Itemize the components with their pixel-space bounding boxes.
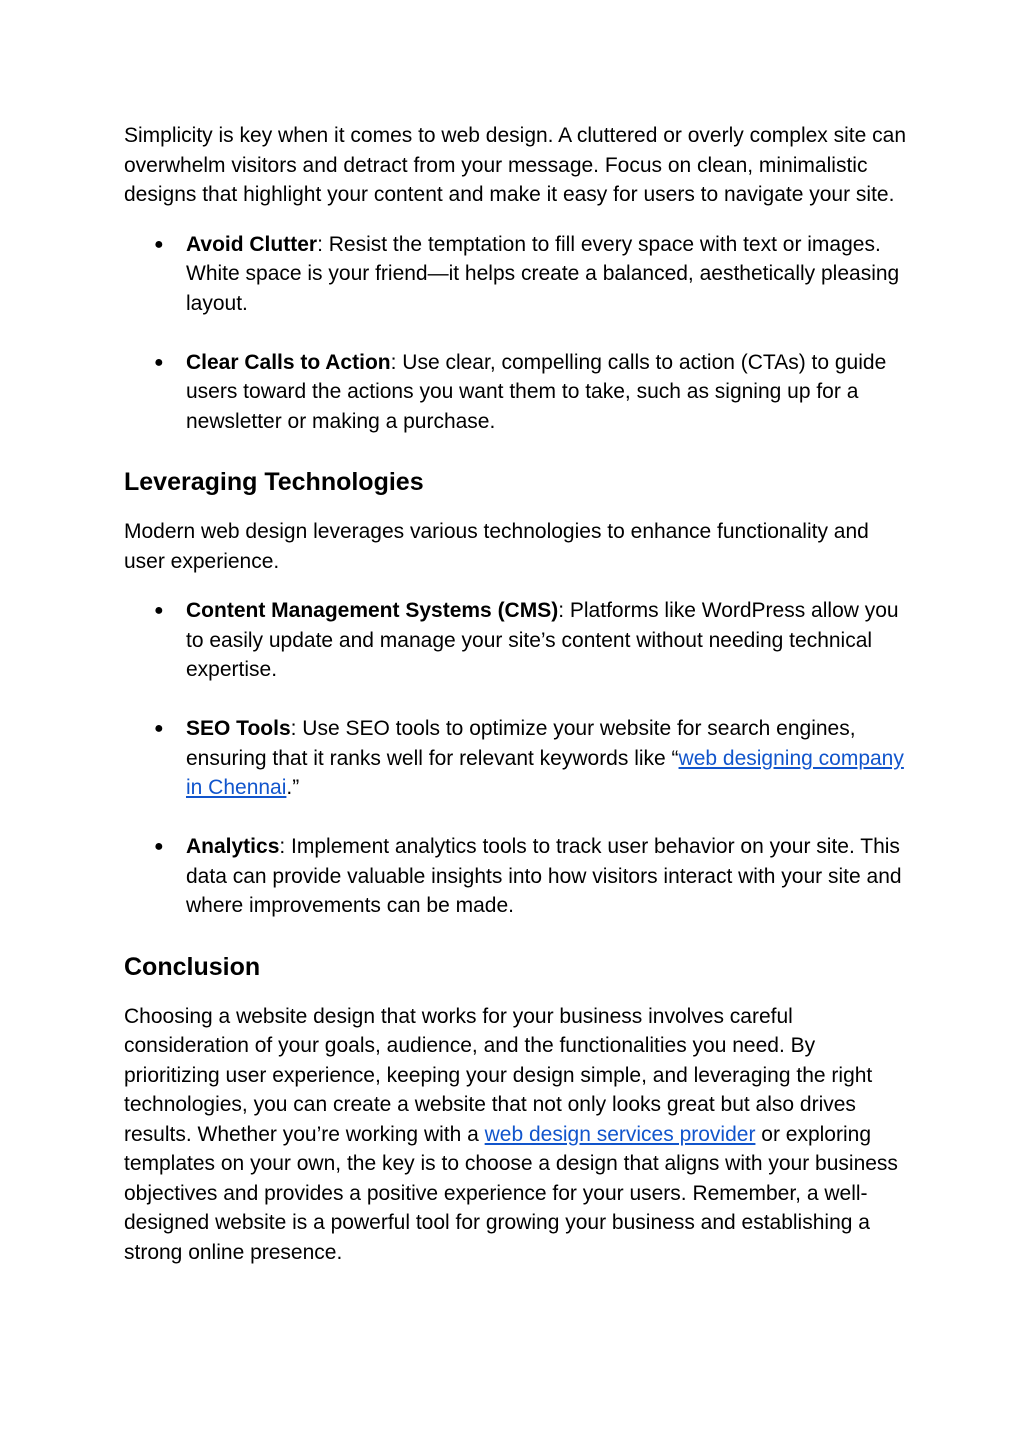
- heading-conclusion: Conclusion: [124, 952, 261, 981]
- link-web-designing-company-chennai[interactable]: web designing company in Chennai: [186, 746, 904, 799]
- bullet-seo-tools: [124, 714, 914, 803]
- bullet-dot-icon: ●: [154, 602, 164, 619]
- bullet-term: Content Management Systems (CMS): [186, 599, 559, 622]
- bullet-term: Clear Calls to Action: [186, 350, 391, 374]
- simplicity-bullet-list: [124, 230, 914, 437]
- intro-paragraph: Simplicity is key when it comes to web design. A cluttered or overly complex site can overwhelm visitors and detract from your message. Focus on clean, minimalistic designs that highlight your content and make it easy for users to navigate your site.: [124, 124, 907, 206]
- bullet-cms: [124, 596, 914, 685]
- bullet-text: : Resist the temptation to fill every space with text or images. White space is your friend—it helps create a balanced, aesthetically pleasing layout.: [186, 232, 900, 315]
- bullet-term: Avoid Clutter: [186, 232, 318, 256]
- bullet-text: : Use SEO tools to optimize your website for search engines, ensuring that it ranks well for relevant keywords like “: [186, 717, 856, 770]
- conclusion-paragraph: [124, 1002, 914, 1268]
- conclusion-text-after: or exploring templates on your own, the key is to choose a design that aligns with your business objectives and provides a positive experience for your users. Remember, a well-designed website is a powerful tool for growing your business and establishing a strong online presence.: [124, 1122, 898, 1264]
- bullet-clear-calls-to-action: [124, 348, 914, 437]
- heading-leveraging-technologies: Leveraging Technologies: [124, 468, 424, 496]
- document-page: [124, 121, 914, 1267]
- bullet-dot-icon: ●: [154, 720, 164, 737]
- bullet-term: SEO Tools: [186, 717, 291, 740]
- bullet-text: : Implement analytics tools to track user behavior on your site. This data can provide valuable insights into how visitors interact with your site and where improvements can be made.: [186, 835, 902, 917]
- bullet-avoid-clutter: [124, 230, 914, 319]
- technologies-intro-paragraph: Modern web design leverages various technologies to enhance functionality and user experience.: [124, 520, 869, 573]
- bullet-dot-icon: ●: [154, 838, 164, 855]
- bullet-analytics: [124, 832, 914, 921]
- bullet-dot-icon: ●: [154, 353, 164, 371]
- bullet-term: Analytics: [186, 835, 280, 858]
- bullet-text-after: .”: [286, 776, 300, 799]
- bullet-text: : Platforms like WordPress allow you to easily update and manage your site’s content without needing technical expertise.: [186, 599, 899, 681]
- bullet-dot-icon: ●: [154, 235, 164, 253]
- bullet-text: : Use clear, compelling calls to action (CTAs) to guide users toward the actions you want them to take, such as signing up for a newsletter or making a purchase.: [186, 350, 887, 433]
- link-web-design-services-provider[interactable]: web design services provider: [484, 1122, 756, 1146]
- technologies-bullet-list: [124, 596, 914, 921]
- conclusion-text: Choosing a website design that works for your business involves careful consideration of your goals, audience, and the functionalities you need. By prioritizing user experience, keeping your design simple, and leveraging the right technologies, you can create a website that not only looks great but also drives results. Whether you’re working with a: [124, 1004, 873, 1146]
